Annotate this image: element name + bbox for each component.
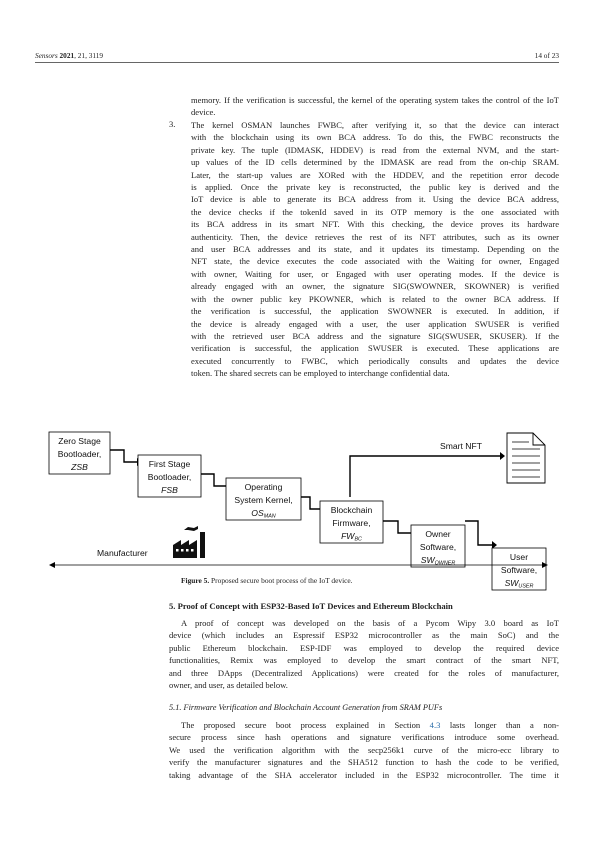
fsb-label-line2: Bootloader,	[147, 472, 192, 482]
item3-line-18: with the retrieved user BCA address and the signature SIG(SWUSER, SKUSER). If the	[191, 330, 559, 341]
os-label-line2: System Kernel,	[234, 495, 293, 505]
connector-fw-owner	[383, 521, 411, 533]
factory-icon	[173, 526, 205, 558]
section-heading: 5. Proof of Concept with ESP32-Based IoT Devices and Ethereum Blockchain	[169, 601, 453, 611]
zsb-label-line1: Zero Stage	[58, 436, 101, 446]
fsb-label-line3: FSB	[161, 485, 178, 495]
section5-line-2: device (which includes an Espressif ESP32 microcontroller as the main SoC) and the	[169, 630, 559, 641]
section5-line-3: public Ethereum blockchain. ESP-IDF was employed to develop the required device	[169, 642, 559, 653]
item3-line-17: the device is already engaged with a user, the user application SWUSER is verified	[191, 318, 559, 329]
user-label-line2: Software,	[500, 565, 538, 575]
item3-line-10: authenticity. Then, the device retrieves the rest of its NFT attributes, such as its owner	[191, 231, 559, 242]
manufacturer-label: Manufacturer	[97, 548, 148, 558]
owner-label-line3: SWOWNER	[420, 555, 456, 567]
item3-line-1: The kernel OSMAN launches FWBC, after verifying it, so that the device can interact	[191, 120, 559, 130]
subsection-heading: 5.1. Firmware Verification and Blockchain Account Generation from SRAM PUFs	[169, 703, 443, 712]
fw-label-line2: Firmware,	[332, 518, 371, 528]
item3-line-4: up values of the ID cells determined by the IDMASK are read from the on-chip SRAM.	[191, 157, 559, 168]
body-paragraph-continuation: memory. If the verification is successful, the kernel of the operating system takes the control of the IoT device.	[191, 95, 559, 118]
subsection51-line-4: taking advantage of the SHA accelerator included in the ESP32 microcontroller. The time it	[169, 769, 559, 780]
item3-line-15: with the owner public key PKOWNER, which is related to the owner BCA address. If	[191, 293, 559, 304]
subsection51-line-1: The proposed secure boot process explained in Section 4.3 lasts longer than a non-	[181, 720, 559, 730]
journal-name: Sensors	[35, 51, 58, 60]
owner-label-line1: Owner	[425, 529, 451, 539]
section5-line-6: owner, and user, as detailed below.	[169, 680, 288, 691]
journal-year: 2021	[59, 51, 75, 60]
subsection51-line-2: We used the verification algorithm with the secp256k1 curve of the micro-ecc library to	[169, 744, 559, 755]
page-number: 14 of 23	[534, 51, 559, 60]
item3-line-3: private key. The tuple (IDMASK, HDDEV) is read from the external NVM, and the start-	[191, 144, 559, 155]
fsb-label-line1: First Stage	[148, 459, 191, 469]
section5-line-5: and three DApps (Decentralized Applications) were created for the roles of manufacturer,	[169, 667, 559, 678]
connector-owner-user	[465, 521, 492, 545]
os-label-line3: OSMAN	[251, 508, 276, 520]
item3-line-9: its BCA address in its smart NFT. With this checking, the device proves its hardware	[191, 219, 559, 230]
journal-volume: , 21, 3119	[74, 51, 104, 60]
subsection51-line-1: secure process since hash operations and signature verifications introduce some overhead.	[169, 732, 559, 743]
subsection51-paragraph	[169, 719, 559, 781]
timeline-arrow	[49, 562, 548, 568]
connector-fw-nft	[350, 456, 500, 497]
item3-line-6: is applied. Once the private key is reconstructed, the public key is derived and the	[191, 182, 559, 193]
subsection51-line-3: verify the manufacturer signatures and the SHA512 function to hash the code to be verified,	[169, 757, 559, 768]
list-item-number: 3.	[169, 119, 176, 129]
item3-line-5: Later, the start-up values are XORed with the HDDEV, and the repetition error decode	[191, 169, 559, 180]
connector-fsb-os	[201, 474, 227, 486]
section5-line-1: A proof of concept was developed on the basis of a Pycom Wipy 3.0 board as IoT	[181, 618, 559, 628]
fw-label-line1: Blockchain	[330, 505, 373, 515]
item3-line-8: the device checks if the tokenId saved in its OTP memory is the one associated with	[191, 206, 559, 217]
os-label-line1: Operating	[244, 482, 283, 492]
section5-line-4: functionalities, Remix was employed to develop the smart contract of the smart NFT,	[169, 655, 559, 666]
item3-line-19: verification is successful, the application SWUSER is executed. These applications are	[191, 343, 559, 354]
document-icon	[507, 433, 545, 483]
user-label-line1: User	[509, 552, 529, 562]
connector-zsb-fsb	[110, 450, 137, 462]
connector-os-fw	[301, 497, 320, 509]
item3-line-13: with owner, Waiting for user, or Engaged with user operating modes. If the device is	[191, 268, 559, 279]
item3-line-16: the verification is successful, the application SWOWNER is executed. In addition, if	[191, 306, 559, 317]
item3-line-20: executed concurrently to FWBC, which periodically consults and updates the device	[191, 355, 559, 366]
item3-line-2: with the blockchain using its own BCA address. To do this, the FWBC reconstructs the	[191, 132, 559, 143]
figure-caption	[181, 576, 353, 585]
user-label-line3: SWUSER	[504, 578, 534, 590]
item3-line-7: IoT device is able to generate its BCA address from it. Using the device BCA address,	[191, 194, 559, 205]
section5-paragraph	[169, 617, 559, 691]
item3-line-21: token. The shared secrets can be employed to interchange confidential data.	[191, 368, 450, 379]
figure-caption-text: Proposed secure boot process of the IoT device.	[209, 576, 353, 585]
fw-label-line3: FWBC	[341, 531, 362, 543]
figure-label: Figure 5.	[181, 576, 210, 585]
item3-line-11: and user BCA addresses and its state, and it updates its timestamp. Depending on the	[191, 244, 559, 255]
zsb-label-line2: Bootloader,	[57, 449, 102, 459]
item3-line-14: already engaged with an owner, the signature SIG(SWOWNER, SKOWNER) is verified	[191, 281, 559, 292]
item3-line-12: NFT state, the device executes the code associated with the Waiting for owner, Engaged	[191, 256, 559, 267]
owner-label-line2: Software,	[419, 542, 457, 552]
smart-nft-label: Smart NFT	[440, 441, 483, 451]
zsb-label-line3: ZSB	[71, 462, 88, 472]
section-link[interactable]: 4.3	[429, 720, 441, 730]
